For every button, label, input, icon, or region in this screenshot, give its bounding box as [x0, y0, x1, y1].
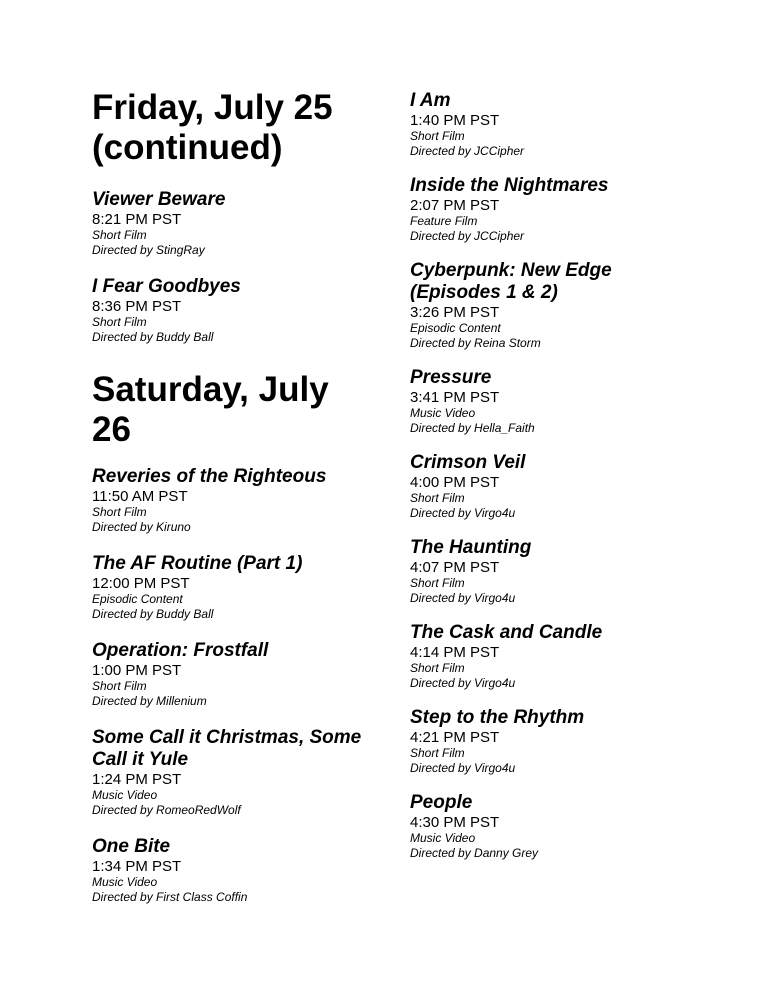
entry-time: 1:34 PM PST — [92, 858, 182, 875]
schedule-entry — [92, 640, 382, 709]
entry-director: Directed by Danny Grey — [410, 846, 539, 860]
entry-type: Music Video — [410, 831, 476, 845]
entry-director: Directed by Buddy Ball — [92, 330, 214, 344]
schedule-entry — [410, 537, 740, 606]
entry-title: The Haunting — [410, 537, 532, 558]
entry-title: The Cask and Candle — [410, 622, 603, 643]
entry-type: Episodic Content — [410, 321, 501, 335]
entry-time: 8:21 PM PST — [92, 211, 182, 228]
entry-title: I Fear Goodbyes — [92, 276, 241, 297]
entry-director: Directed by JCCipher — [410, 229, 525, 243]
entry-type: Episodic Content — [92, 592, 183, 606]
entry-time: 3:26 PM PST — [410, 304, 500, 321]
entry-time: 4:07 PM PST — [410, 559, 500, 576]
entry-title: People — [410, 792, 473, 813]
schedule-entry — [410, 707, 740, 776]
entry-title: Reveries of the Righteous — [92, 466, 327, 487]
entry-time: 3:41 PM PST — [410, 389, 500, 406]
entry-title: Cyberpunk: New Edge (Episodes 1 & 2) — [410, 260, 612, 303]
entry-type: Short Film — [410, 661, 465, 675]
entry-time: 1:40 PM PST — [410, 112, 500, 129]
entry-type: Short Film — [410, 491, 465, 505]
day-heading-friday: Friday, July 25 (continued) — [92, 88, 333, 167]
entry-director: Directed by Virgo4u — [410, 676, 516, 690]
schedule-entry — [410, 260, 740, 351]
entry-time: 1:24 PM PST — [92, 771, 182, 788]
schedule-entry — [92, 189, 382, 258]
entry-director: Directed by Buddy Ball — [92, 607, 214, 621]
entry-director: Directed by RomeoRedWolf — [92, 803, 241, 817]
entry-title: Operation: Frostfall — [92, 640, 269, 661]
entry-title: The AF Routine (Part 1) — [92, 553, 303, 574]
entry-director: Directed by JCCipher — [410, 144, 525, 158]
entry-title: Viewer Beware — [92, 189, 226, 210]
schedule-entry — [92, 553, 382, 622]
right-column — [410, 90, 740, 877]
entry-time: 11:50 AM PST — [92, 488, 188, 505]
entry-director: Directed by First Class Coffin — [92, 890, 248, 904]
entry-time: 4:00 PM PST — [410, 474, 500, 491]
schedule-entry — [410, 90, 740, 159]
schedule-entry — [92, 276, 382, 345]
entry-time: 8:36 PM PST — [92, 298, 182, 315]
entry-title: Pressure — [410, 367, 492, 388]
entry-time: 12:00 PM PST — [92, 575, 190, 592]
entry-director: Directed by StingRay — [92, 243, 205, 257]
entry-type: Short Film — [410, 746, 465, 760]
entry-director: Directed by Virgo4u — [410, 506, 516, 520]
entry-type: Short Film — [410, 129, 465, 143]
entry-time: 4:30 PM PST — [410, 814, 500, 831]
entry-time: 4:21 PM PST — [410, 729, 500, 746]
entry-title: I Am — [410, 90, 451, 111]
entry-type: Music Video — [410, 406, 476, 420]
entry-director: Directed by Millenium — [92, 694, 207, 708]
day-heading-saturday: Saturday, July 26 — [92, 370, 329, 449]
schedule-entry — [92, 727, 382, 818]
entry-type: Feature Film — [410, 214, 478, 228]
entry-director: Directed by Kiruno — [92, 520, 191, 534]
entry-type: Music Video — [92, 788, 158, 802]
entry-director: Directed by Virgo4u — [410, 761, 516, 775]
entry-title: Step to the Rhythm — [410, 707, 585, 728]
entry-title: Some Call it Christmas, Some Call it Yule — [92, 727, 362, 770]
entry-type: Music Video — [92, 875, 158, 889]
entry-title: Crimson Veil — [410, 452, 526, 473]
entry-time: 4:14 PM PST — [410, 644, 500, 661]
entry-title: One Bite — [92, 836, 171, 857]
entry-type: Short Film — [92, 679, 147, 693]
schedule-entry — [410, 367, 740, 436]
schedule-entry — [410, 792, 740, 861]
entry-title: Inside the Nightmares — [410, 175, 609, 196]
entry-type: Short Film — [92, 228, 147, 242]
entry-director: Directed by Hella_Faith — [410, 421, 535, 435]
entry-type: Short Film — [410, 576, 465, 590]
entry-type: Short Film — [92, 315, 147, 329]
left-column — [92, 88, 382, 923]
schedule-entry — [410, 452, 740, 521]
entry-director: Directed by Virgo4u — [410, 591, 516, 605]
schedule-entry — [410, 175, 740, 244]
schedule-entry — [92, 466, 382, 535]
schedule-entry — [92, 836, 382, 905]
entry-time: 1:00 PM PST — [92, 662, 182, 679]
entry-type: Short Film — [92, 505, 147, 519]
schedule-entry — [410, 622, 740, 691]
entry-director: Directed by Reina Storm — [410, 336, 541, 350]
entry-time: 2:07 PM PST — [410, 197, 500, 214]
